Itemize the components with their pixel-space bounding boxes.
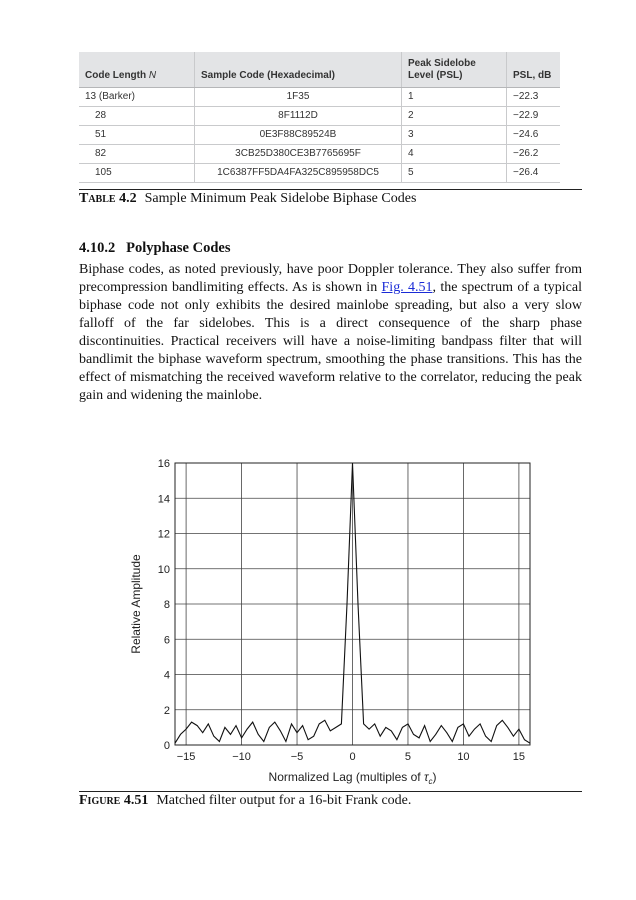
cell-db: −24.6: [507, 126, 561, 145]
cell-psl: 5: [402, 164, 507, 183]
table-header-row: [79, 52, 560, 88]
y-axis-label: Relative Amplitude: [129, 554, 143, 654]
cell-length: 82: [79, 145, 195, 164]
x-tick-label: 0: [349, 751, 356, 763]
table-caption: [79, 191, 416, 207]
y-tick-label: 0: [163, 740, 170, 752]
paragraph-text-end: , the spectrum of a typical biphase code not only exhibits the desired mainlobe spreading, but also a very slow falloff of the far sidelobes. This is a direct consequence of the sharp phase discontinuities. Practical receivers will have a noise-limiting bandpass filter that will bandlimit the biphase waveform spectrum, smoothing the phase transitions. This has the effect of mismatching the received waveform relative to the correlator, reducing the peak gain and widening the mainlobe.: [79, 280, 582, 403]
table-caption-label: Table 4.2: [79, 191, 137, 206]
cell-code: 0E3F88C89524B: [195, 126, 402, 145]
table-row: [79, 126, 560, 145]
y-tick-label: 8: [163, 599, 170, 611]
cell-db: −26.2: [507, 145, 561, 164]
y-tick-label: 6: [163, 634, 170, 647]
x-tick-label: 15: [512, 751, 526, 763]
y-tick-label: 12: [157, 528, 170, 541]
figure-caption-text: Matched filter output for a 16-bit Frank code.: [156, 793, 412, 808]
cell-length: 28: [79, 107, 195, 126]
header-psl-level: Peak Sidelobe Level (PSL): [402, 52, 507, 88]
cell-code: 1F35: [195, 88, 402, 107]
x-tick-label: 10: [457, 751, 470, 763]
table-caption-text: Sample Minimum Peak Sidelobe Biphase Codes: [144, 191, 417, 206]
y-tick-label: 16: [157, 458, 170, 470]
header-sample-code: Sample Code (Hexadecimal): [195, 52, 402, 88]
cell-code: 3CB25D380CE3B7765695F: [195, 145, 402, 164]
section-number: 4.10.2: [79, 240, 116, 256]
table-row: [79, 145, 560, 164]
paragraph-text-start: Biphase codes, as noted previously, have poor Doppler tolerance. They also suffer from precompression bandlimiting effects. As is shown in: [79, 262, 582, 295]
x-tick-label: 5: [404, 751, 412, 763]
table-caption-rule: [79, 189, 582, 190]
section-title: Polyphase Codes: [126, 240, 231, 256]
y-tick-label: 4: [163, 669, 170, 682]
figure-caption-label: Figure 4.51: [79, 793, 149, 808]
y-tick-label: 2: [163, 704, 170, 717]
body-paragraph: [79, 261, 582, 405]
figure-caption-rule: [79, 791, 582, 792]
table-row: [79, 107, 560, 126]
figure-caption: [79, 793, 411, 809]
section-heading: [79, 240, 230, 257]
x-tick-label: −5: [290, 751, 304, 763]
x-axis-label: Normalized Lag (multiples of $\tau_c$): [268, 770, 437, 786]
table-row: [79, 164, 560, 183]
psl-table: [79, 52, 560, 183]
psl-table-container: [79, 52, 560, 183]
cell-db: −22.3: [507, 88, 561, 107]
cell-psl: 2: [402, 107, 507, 126]
cell-psl: 1: [402, 88, 507, 107]
cell-length: 13 (Barker): [79, 88, 195, 107]
y-tick-label: 10: [157, 563, 170, 576]
cell-code: 8F1112D: [195, 107, 402, 126]
header-psl-db: PSL, dB: [507, 52, 561, 88]
header-code-length: Code Length N: [79, 52, 195, 88]
table-row: [79, 88, 560, 107]
cell-code: 1C6387FF5DA4FA325C895958DC5: [195, 164, 402, 183]
cell-psl: 3: [402, 126, 507, 145]
cell-length: 105: [79, 164, 195, 183]
cell-length: 51: [79, 126, 195, 145]
cell-db: −26.4: [507, 164, 561, 183]
x-tick-label: −15: [176, 751, 196, 763]
x-tick-label: −10: [232, 751, 251, 763]
matched-filter-chart: [0, 440, 636, 800]
y-tick-label: 14: [157, 493, 170, 506]
cell-psl: 4: [402, 145, 507, 164]
cell-db: −22.9: [507, 107, 561, 126]
figure-link[interactable]: Fig. 4.51: [381, 280, 433, 295]
